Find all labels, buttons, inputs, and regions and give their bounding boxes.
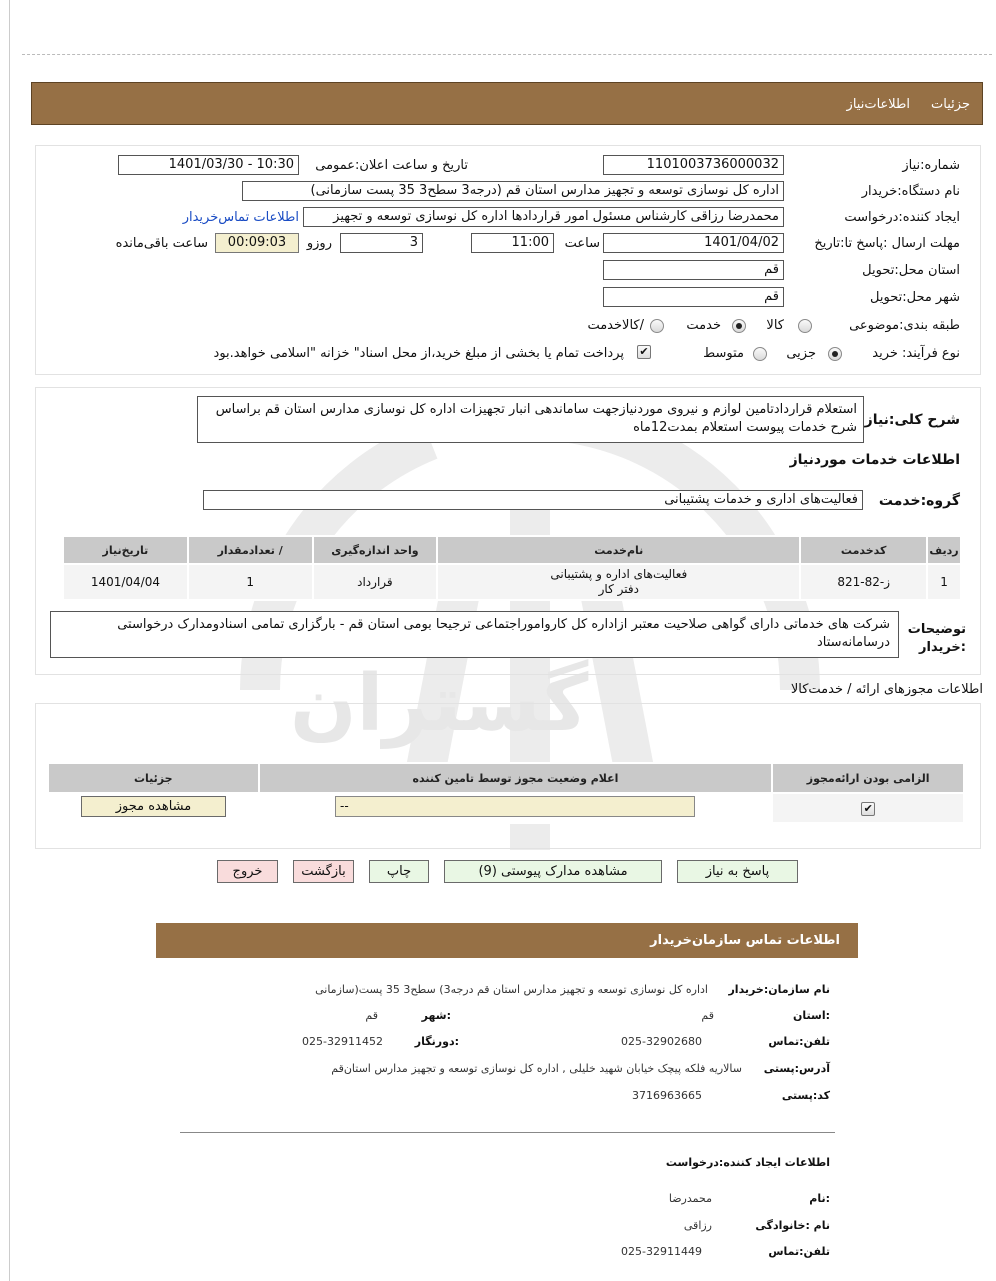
need-number-field: 1101003736000032 [603, 155, 784, 175]
category-radio-goods-service[interactable] [650, 319, 664, 333]
category-radio-goods[interactable] [798, 319, 812, 333]
days-field: 3 [340, 233, 423, 253]
province-field: قم [603, 260, 784, 280]
phone-label: تلفن:تماس [768, 1035, 830, 1048]
category-radio-service[interactable] [732, 319, 746, 333]
announce-date-label: تاریخ و ساعت اعلان:عمومی [315, 158, 468, 173]
cell-unit: قرارداد [313, 564, 438, 600]
permit-required-checkbox[interactable]: ✔ [861, 802, 875, 816]
buyer-org-label: نام دستگاه:خریدار [861, 184, 960, 199]
reply-button[interactable]: پاسخ به نیاز [677, 860, 798, 883]
city-label: شهر محل:تحویل [870, 290, 960, 305]
cell-permit-required [772, 793, 964, 823]
deadline-hour-field: 11:00 [471, 233, 554, 253]
category-option-goods: کالا [766, 318, 784, 333]
category-option-service: خدمت [686, 318, 721, 333]
contact-province-label: :استان [793, 1009, 830, 1022]
org-value: اداره کل نوسازی توسعه و تجهیز مدارس استان قم درجه3) سطح3 35 پست(سازمانی [315, 983, 708, 996]
process-radio-minor[interactable] [828, 347, 842, 361]
table-row [63, 564, 961, 600]
org-label: نام سازمان:خریدار [728, 983, 830, 996]
days-label: روزو [306, 236, 332, 251]
buyer-notes-label: توضیحات :خریدار [907, 622, 966, 655]
creator-info-title: اطلاعات ایجاد کننده:درخواست [665, 1156, 830, 1169]
contact-city-label: :شهر [421, 1009, 451, 1022]
creator-phone-label: تلفن:تماس [768, 1245, 830, 1258]
permits-title: اطلاعات مجوزهای ارائه / خدمت‌کالا [790, 682, 983, 697]
col-service-code: کدخدمت [800, 536, 927, 564]
page-left-border [9, 0, 10, 1281]
creator-label: ایجاد کننده:درخواست [844, 210, 960, 225]
fax-value: 025-32911452 [302, 1035, 383, 1048]
creator-family-value: رزاقی [683, 1219, 712, 1232]
creator-name-label: :نام [809, 1192, 830, 1205]
buyer-notes-text: شرکت های خدماتی دارای گواهی صلاحیت معتبر ازاداره کل کاروامور‌اجتماعی ترجیحا بومی استان قم - بارگزاری تمامی اسنادومدارک درخواستی درسامانه‌ستاد [50, 611, 899, 658]
services-title: اطلاعات خدمات موردنیاز [789, 452, 960, 468]
col-permit-details: جزئیات [48, 763, 259, 793]
process-option-medium: متوسط [703, 346, 744, 361]
page-header [31, 82, 983, 125]
creator-name-value: محمدرضا [668, 1192, 712, 1205]
announce-date-field: 1401/03/30 - 10:30 [118, 155, 299, 175]
service-group-field: فعالیت‌های اداری و خدمات پشتیبانی [203, 490, 863, 510]
back-button[interactable]: بازگشت [293, 860, 354, 883]
creator-field: محمدرضا رزاقی کارشناس مسئول امور قراردادها اداره کل نوسازی توسعه و تجهیز [303, 207, 784, 227]
remaining-time: 00:09:03 [215, 233, 299, 253]
cell-service-name: فعالیت‌های اداره و پشتیبانی دفتر کار [437, 564, 800, 600]
deadline-date-field: 1401/04/02 [603, 233, 784, 253]
top-divider [22, 54, 992, 55]
col-quantity: / تعدادمقدار [188, 536, 313, 564]
address-value: سالاریه فلکه پیچک خیابان شهید خلیلی , اداره کل نوسازی توسعه و تجهیز مدارس استان‌قم [331, 1062, 742, 1075]
buyer-org-field: اداره کل نوسازی توسعه و تجهیز مدارس استان قم (درجه3 سطح3 35 پست سازمانی) [242, 181, 784, 201]
creator-family-label: نام :خانوادگی [755, 1219, 830, 1232]
cell-row: 1 [927, 564, 961, 600]
process-radio-medium[interactable] [753, 347, 767, 361]
treasury-note: پرداخت تمام یا بخشی از مبلغ خرید،از محل اسناد" خزانه "اسلامی خواهد.بود [213, 346, 624, 361]
cell-service-code: ز-82-821 [800, 564, 927, 600]
need-info-panel [35, 145, 981, 375]
buyer-contact-link[interactable]: اطلاعات تماس‌خریدار [182, 210, 299, 225]
col-row: ردیف [927, 536, 961, 564]
need-number-label: شماره:نیاز [902, 158, 960, 173]
province-label: استان محل:تحویل [862, 263, 960, 278]
deadline-label: مهلت ارسال :پاسخ تا:تاریخ [814, 236, 960, 251]
col-permit-status: اعلام وضعیت مجوز توسط تامین کننده [259, 763, 773, 793]
col-unit: واحد اندازه‌گیری [313, 536, 438, 564]
print-button[interactable]: چاپ [369, 860, 429, 883]
tab-need-info[interactable]: اطلاعات‌نیاز [846, 97, 910, 112]
city-field: قم [603, 287, 784, 307]
postal-label: کد:پستی [781, 1089, 830, 1102]
address-label: آدرس:پستی [763, 1062, 830, 1075]
contact-section-title: اطلاعات تماس سازمان‌خریدار [650, 933, 840, 948]
category-option-goods-service: /کالاخدمت [587, 318, 644, 333]
col-service-name: نام‌خدمت [437, 536, 800, 564]
phone-value: 025-32902680 [621, 1035, 702, 1048]
contact-section-header [156, 923, 858, 958]
postal-value: 3716963665 [632, 1089, 702, 1102]
fax-label: :دورنگار [414, 1035, 459, 1048]
category-label: طبقه بندی:موضوعی [849, 318, 960, 333]
contact-province-value: قم [701, 1009, 714, 1022]
process-label: نوع فرآیند: خرید [872, 346, 960, 361]
watermark-text: گستران [290, 659, 589, 749]
contact-divider [180, 1132, 835, 1133]
exit-button[interactable]: خروج [217, 860, 278, 883]
remaining-label: ساعت باقی‌مانده [115, 236, 208, 251]
permit-status-field[interactable]: -- [335, 796, 695, 817]
creator-phone-value: 025-32911449 [621, 1245, 702, 1258]
deadline-hour-label: ساعت [564, 236, 600, 251]
contact-city-value: قم [365, 1009, 378, 1022]
cell-need-date: 1401/04/04 [63, 564, 188, 600]
attachments-button[interactable]: مشاهده مدارک پیوستی (9) [444, 860, 662, 883]
cell-quantity: 1 [188, 564, 313, 600]
treasury-checkbox[interactable]: ✔ [637, 345, 651, 359]
summary-text: استعلام قراردادتامین لوازم و نیروی موردنیازجهت ساماندهی انبار تجهیزات اداره کل نوسازی مدارس استان قم براساس شرح خدمات پیوست استعلام بمدت12ماه [197, 396, 864, 443]
tab-details[interactable]: جزئیات [931, 97, 970, 112]
col-permit-required: الزامی بودن ارائه‌مجوز [772, 763, 964, 793]
service-group-label: گروه:خدمت [878, 493, 960, 509]
col-need-date: تاریخ‌نیاز [63, 536, 188, 564]
services-table [62, 535, 962, 601]
process-option-minor: جزیی [786, 346, 816, 361]
summary-label: شرح کلی:نیاز [864, 412, 960, 428]
view-permit-button[interactable]: مشاهده مجوز [81, 796, 226, 817]
